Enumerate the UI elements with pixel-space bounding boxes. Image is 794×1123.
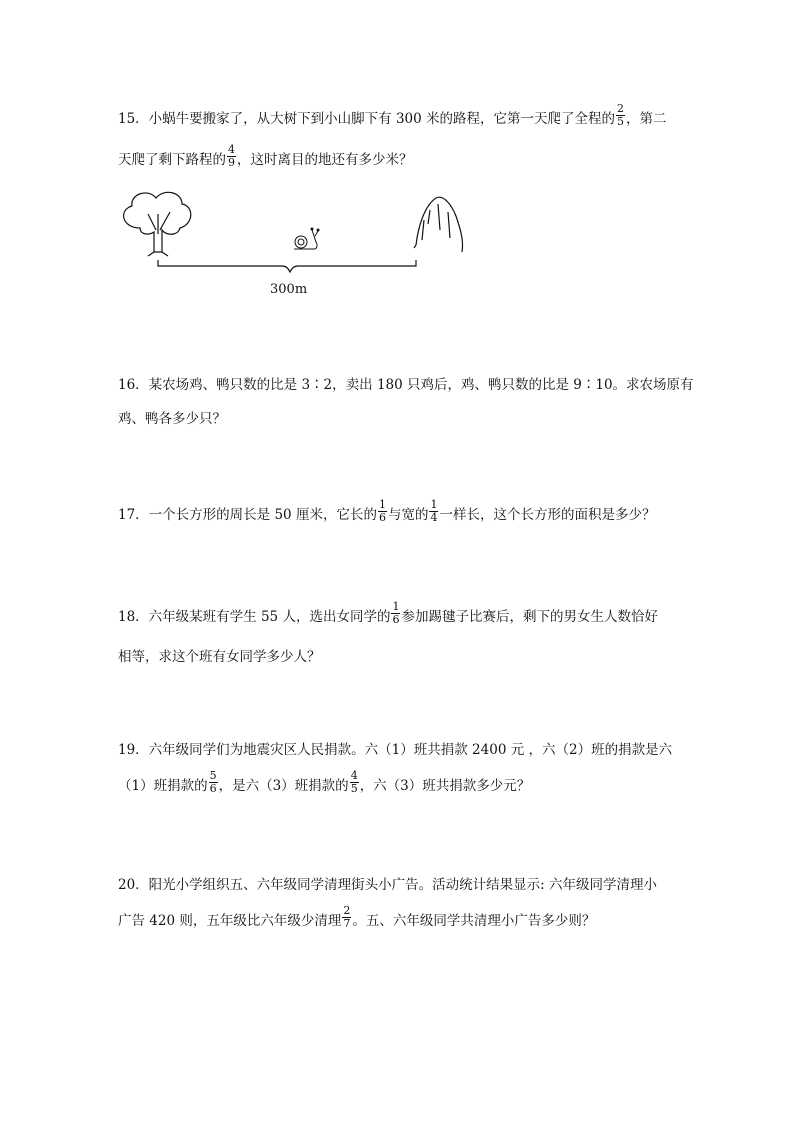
q17-fraction-2: $\frac{1}{4}$: [430, 498, 438, 524]
q15-text-1b: ，第二: [626, 110, 667, 127]
q15-fraction-2: $\frac{4}{9}$: [228, 143, 235, 169]
q19-fraction-2: $\frac{4}{5}$: [350, 769, 358, 795]
q15-line-1: [118, 104, 667, 129]
q15-text-2b: ，这时离目的地还有多少米？: [237, 151, 413, 168]
q15-text-1a: 15．小蜗牛要搬家了，从大树下到小山脚下有 300 米的路程，它第一天爬了全程的: [118, 110, 616, 127]
q16-line-1: 16．某农场鸡、鸭只数的比是 3∶2，卖出 180 只鸡后，鸡、鸭只数的比是 9∶10。求农场原有: [118, 377, 694, 393]
q20-line-2: 广告 420 则，五年级比六年级少清理 $\frac{2}{7}$ 。五、六年级同学共清理小广告多少则？: [118, 904, 596, 930]
q17-line-1: 17．一个长方形的周长是 50 厘米，它长的 $\frac{1}{6}$ 与宽的 $\frac{1}{4}$ 一样长，这个长方形的面积是多少？: [118, 498, 656, 524]
snail-icon: [294, 228, 319, 249]
q18-line-2: 相等，求这个班有女同学多少人？: [118, 649, 321, 665]
q15-figure: [118, 190, 478, 305]
q18-line-1: 18．六年级某班有学生 55 人，选出女同学的 $\frac{1}{6}$ 参加踢毽子比赛后，剩下的男女生人数恰好: [118, 600, 658, 626]
distance-label: 300m: [270, 282, 308, 297]
q17-fraction-1: $\frac{1}{6}$: [378, 498, 386, 524]
q20-fraction: $\frac{2}{7}$: [343, 904, 351, 930]
mountain-icon: [414, 197, 463, 252]
q16-line-2: 鸡、鸭各多少只？: [118, 411, 226, 427]
q15-text-2a: 天爬了剩下路程的: [118, 151, 226, 168]
q19-line-2: （1）班捐款的 $\frac{5}{6}$ ，是六（3）班捐款的 $\frac{4}{5}$ ，六（3）班共捐款多少元？: [118, 769, 531, 795]
tree-icon: [124, 192, 191, 256]
q19-line-1: 19．六年级同学们为地震灾区人民捐款。六（1）班共捐款 2400 元 ，六（2）班的捐款是六: [118, 742, 673, 758]
q18-fraction: $\frac{1}{6}$: [392, 600, 400, 626]
q20-line-1: 20．阳光小学组织五、六年级同学清理街头小广告。活动统计结果显示: 六年级同学清理小: [118, 877, 658, 893]
q19-fraction-1: $\frac{5}{6}$: [209, 769, 217, 795]
q15-line-2: [118, 145, 413, 170]
distance-brace: [158, 260, 416, 272]
q15-fraction-1: $\frac{2}{5}$: [617, 102, 625, 128]
